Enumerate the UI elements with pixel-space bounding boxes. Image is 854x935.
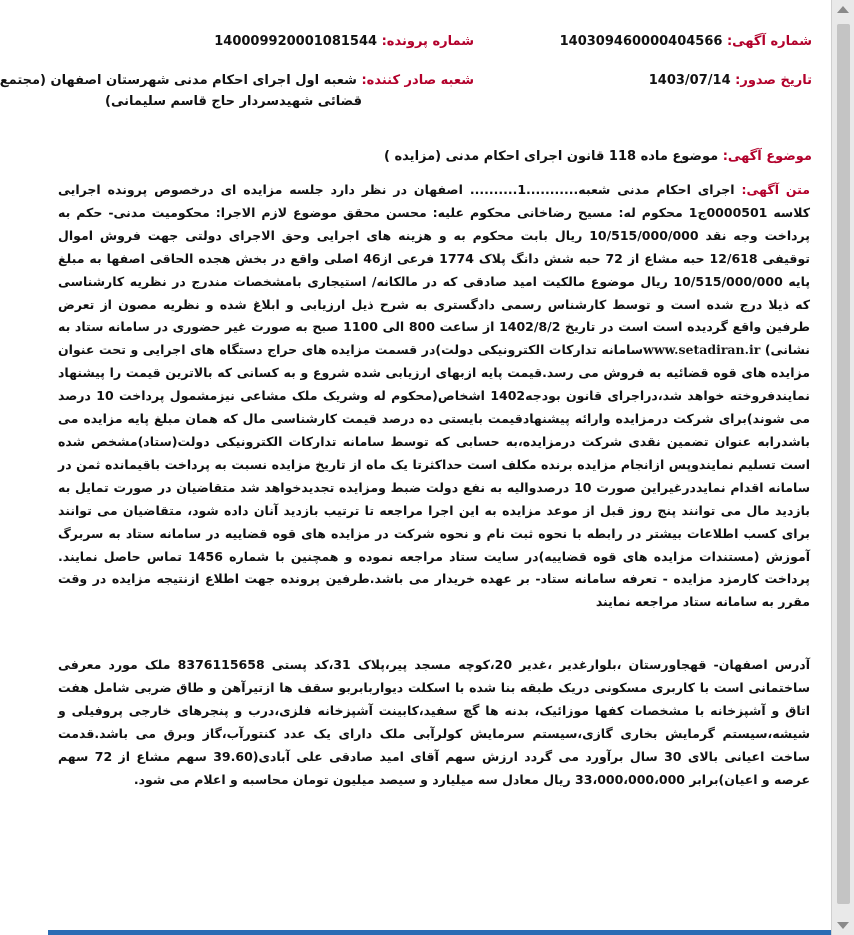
subject-field [384, 147, 812, 167]
subject-label: موضوع آگهی: [722, 149, 812, 164]
property-description [58, 654, 810, 791]
notice-body [58, 179, 810, 614]
issue-date-field [649, 71, 812, 91]
notice-number-field [560, 32, 812, 52]
notice-text-part1: اجرای احکام مدنی شعبه...........1.......... اصفهان در نظر دارد جلسه مزایده ای درخصوص پرونده اجرایی کلاسه 0000501ج1 محکوم له: مسیح رضاخانی محکوم علیه: محسن محقق موضوع لازم الاجرا: محکومیت مدنی- حکم به پرداخت وجه نقد 10/515/000/000 ریال بابت محکوم به و هزینه های اجرایی وحق الاجرای دولتی جهت فروش اموال توقیفی 12/618 حبه مشاع از 72 حبه شش دانگ پلاک 1774 فرعی از46 اصلی واقع در بخش هجده الحاقی اصفها به مبلغ پایه 10/515/000/000 ریال موضوع مالکیت امید صادقی که در مالکانه/ استیجاری بامشخصات مندرج در نظریه کارشناسی که ذیلا درج شده است و توسط کارشناس رسمی دادگستری به شرح ذیل ارزیابی و ابلاغ شده و نظریه مصون از تعرض طرفین واقع گردیده است است در تاریخ 1402/8/2 از ساعت 800 الی 1100 صبح به صورت غیر حضوری در سامانه ستاد به نشانی) [58, 182, 811, 358]
notice-number-label: شماره آگهی: [726, 34, 812, 49]
notice-number-value: 140309460000404566 [559, 34, 723, 49]
issue-date-label: تاریخ صدور: [735, 73, 812, 88]
case-number-value: 140009920001081544 [214, 34, 378, 49]
notice-text-part2: سامانه تدارکات الکترونیکی دولت)در قسمت مزایده های حراج دستگاه های اجرایی و تحت عنوان مزایده های قوه قضائیه به فروش می رسد.قیمت پایه ازبهای ارزیابی شده شروع و به کسانی که بالاترین قیمت را پیشنهاد نمایندفروخته خواهد شد،دراجرای قانون بودجه1402 اشخاص(محکوم له وشریک ملک مشاعی نیزمشمول پرداخت 10 درصد می شوند)برای شرکت درمزایده وارائه پیشنهادقیمت بایستی ده درصد قیمت کارشناسی مال که همان مبلغ پایه مزایده می باشدرابه عنوان تضمین نقدی شرکت درمزایده،به حسابی که توسط سامانه تدارکات الکترونیکی دولت(ستاد)مشخص شده است تسلیم نمایندوپس ازانجام مزایده برنده مکلف است حداکثرتا یک ماه از تاریخ مزایده نسبت به پرداخت باقیمانده ثمن در سامانه اقدام نمایددرغیراین صورت 10 درصدوالیه به نفع دولت ضبط ومزایده تجدیدخواهد شد متقاضیان در صورت تمایل به بازدید مال می توانند پنج روز قبل از موعد مزایده به این اجرا مراجعه تا ترتیب بازدید آنان داده شود، متقاضیان می توانند برای کسب اطلاعات بیشتر در رابطه با نحوه ثبت نام و نحوه شرکت در مزایده های قوه قضاییه در سامانه ستاد به سربرگ آموزش (مستندات مزایده های قوه قضاییه)در سایت ستاد مراجعه نموده و همچنین با شماره 1456 تماس حاصل نمایند. پرداخت کارمزد مزایده - تعرفه سامانه ستاد- بر عهده خریدار می باشد.طرفین پرونده جهت اطلاع ازنتیجه مزایده در وقت مقرر به سامانه ستاد مراجعه نمایند [58, 342, 810, 610]
issuing-branch-line1: شعبه اول اجرای احکام مدنی شهرستان اصفهان (مجتمع [0, 73, 357, 88]
vertical-scrollbar[interactable] [831, 0, 854, 935]
scroll-down-arrow-icon[interactable] [837, 922, 849, 929]
case-number-field [214, 32, 474, 52]
issuing-branch-label: شعبه صادر کننده: [361, 73, 474, 88]
issuing-branch-line2: قضائی شهیدسردار حاج قاسم سلیمانی) [105, 94, 362, 109]
notice-text-label: متن آگهی: [741, 182, 810, 197]
issuing-branch-line2-wrap [105, 92, 362, 112]
issuing-branch-field [0, 71, 474, 91]
subject-value: موضوع ماده 118 قانون اجرای احکام مدنی (مزایده ) [384, 149, 719, 164]
scroll-up-arrow-icon[interactable] [837, 6, 849, 13]
issue-date-value: 1403/07/14 [648, 73, 731, 88]
case-number-label: شماره پرونده: [381, 34, 474, 49]
website-link[interactable]: www.setadiran.ir [643, 342, 761, 358]
bottom-accent-bar [48, 930, 832, 935]
property-description-text: آدرس اصفهان- قهجاورستان ،بلوارغدیر ،غدیر 20،کوچه مسجد پیر،پلاک 31،کد پستی 8376115658 ملک مورد معرفی ساختمانی است با کاربری مسکونی دریک طبقه بنا شده با اسکلت دیواربابربو سقف ها ازتیرآهن و طاق ضربی شامل هفت اتاق و آشپزخانه با مشخصات کفها موزائیک، بدنه ها گچ سفید،کابینت آشپزخانه فلزی،درب و پنجرهای خارجی پروفیلی و شیشه،سیستم گرمایش بخاری گازی،سیستم سرمایش کولرآبی ملک دارای یک عدد کنتورآب،گاز وبرق می باشد.قدمت ساخت اعیانی بالای 30 سال برآورد می گردد ارزش سهم آقای امید صادقی علی آبادی(39.60 سهم مشاع از 72 سهم عرصه و اعیان)برابر 33،000،000،000 ریال معادل سه میلیارد و سیصد میلیون تومان محاسبه و اعلام می شود. [58, 657, 811, 787]
scrollbar-thumb[interactable] [837, 24, 850, 904]
